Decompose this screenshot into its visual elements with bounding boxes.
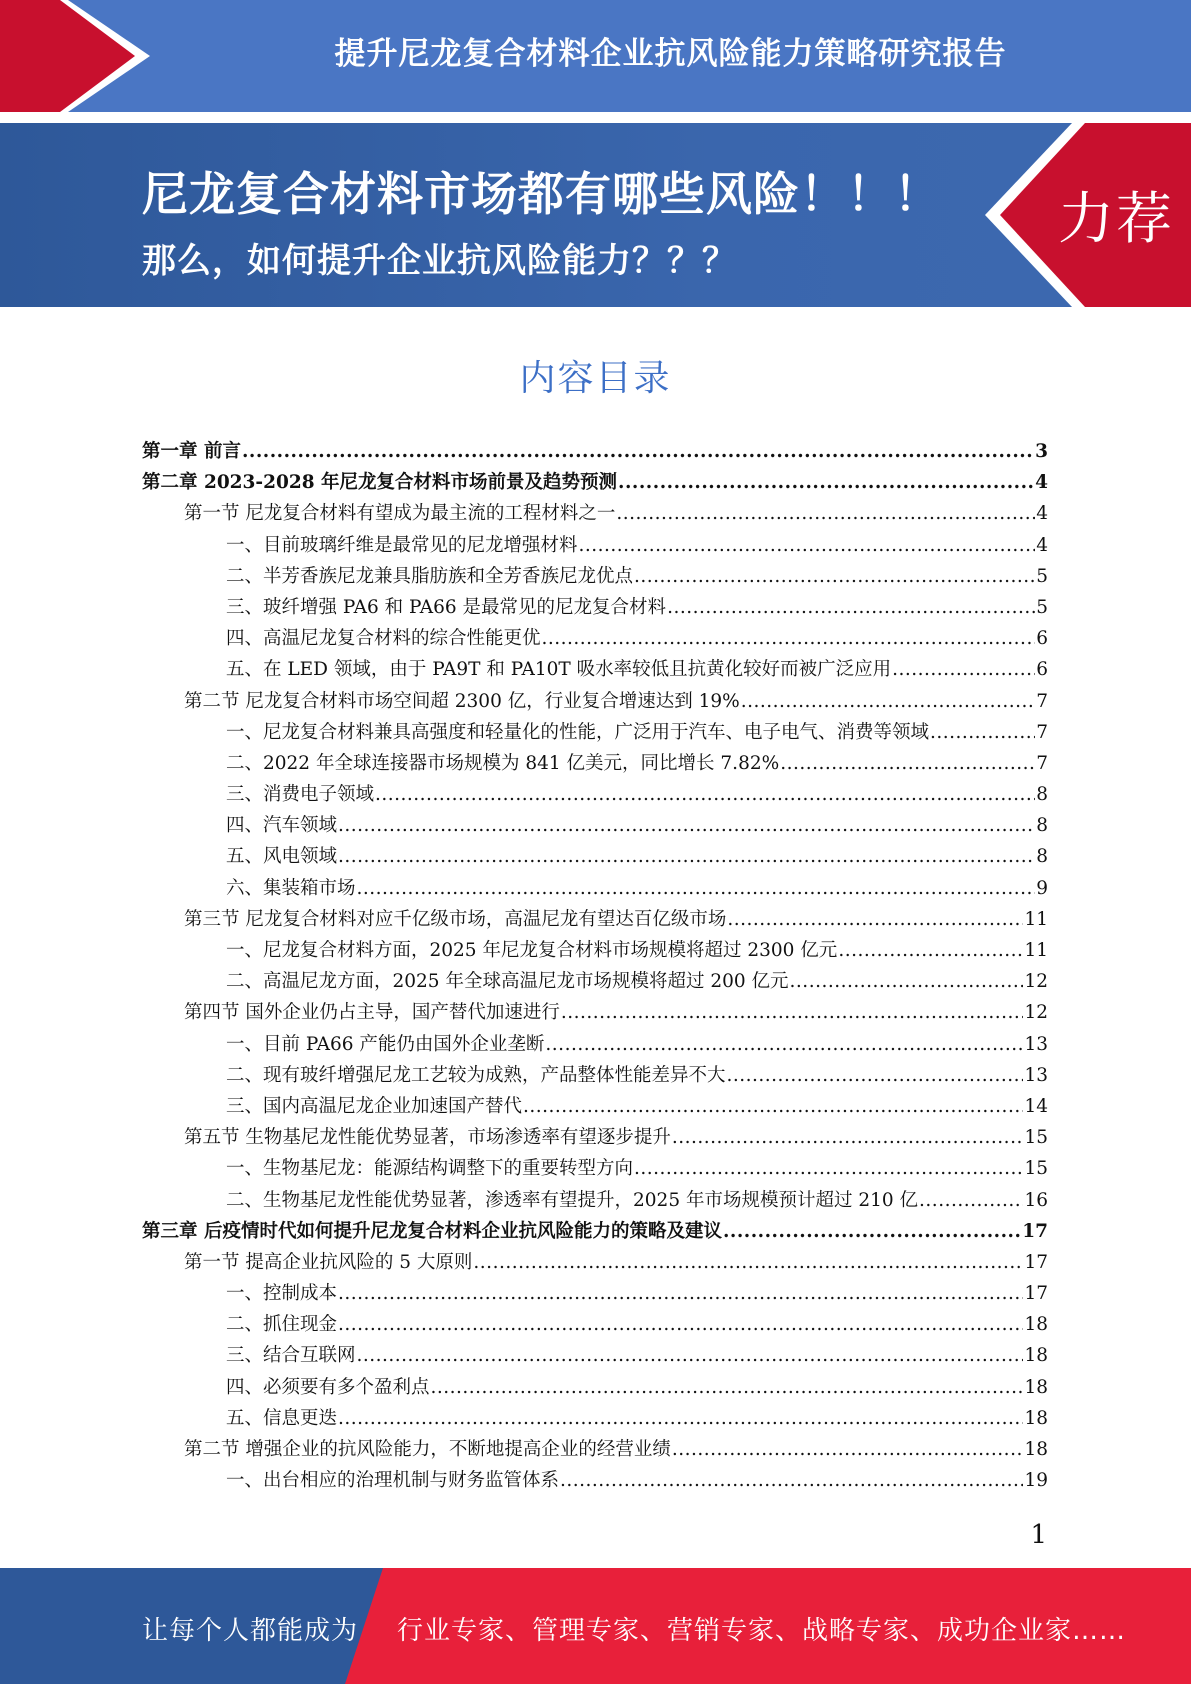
toc-entry[interactable] [142, 810, 1048, 841]
toc-dot-leader [667, 592, 1035, 623]
toc-entry[interactable] [142, 997, 1048, 1028]
toc-entry[interactable] [142, 1278, 1048, 1309]
toc-entry-page: 5 [1036, 565, 1048, 587]
toc-dot-leader [930, 717, 1035, 748]
toc-entry-page: 6 [1036, 659, 1048, 681]
toc-entry-page: 18 [1024, 1314, 1048, 1336]
toc-entry-title: 四、高温尼龙复合材料的综合性能更优 [226, 628, 541, 650]
toc-dot-leader [542, 623, 1036, 654]
toc-dot-leader [561, 997, 1024, 1028]
toc-dot-leader [741, 686, 1035, 717]
toc-entry-title: 第二章 2023-2028 年尼龙复合材料市场前景及趋势预测 [142, 472, 618, 494]
headline: 尼龙复合材料市场都有哪些风险！！！ [142, 167, 941, 221]
table-of-contents [142, 436, 1048, 1496]
toc-entry-title: 二、2022 年全球连接器市场规模为 841 亿美元，同比增长 7.82% [226, 752, 780, 774]
toc-entry-page: 17 [1024, 1251, 1048, 1273]
toc-entry-title: 四、必须要有多个盈利点 [226, 1376, 430, 1398]
toc-dot-leader [545, 1029, 1023, 1060]
toc-entry-page: 12 [1024, 1002, 1048, 1024]
toc-dot-leader [357, 1340, 1024, 1371]
toc-entry-page: 7 [1036, 721, 1048, 743]
toc-entry[interactable] [142, 1091, 1048, 1122]
toc-dot-leader [338, 1278, 1023, 1309]
toc-entry[interactable] [142, 1247, 1048, 1278]
toc-entry-title: 第一节 提高企业抗风险的 5 大原则 [184, 1251, 473, 1273]
toc-entry-title: 一、生物基尼龙：能源结构调整下的重要转型方向 [226, 1158, 634, 1180]
toc-dot-leader [616, 498, 1035, 529]
toc-entry[interactable] [142, 1153, 1048, 1184]
toc-entry-title: 二、半芳香族尼龙兼具脂肪族和全芳香族尼龙优点 [226, 565, 634, 587]
toc-entry-title: 第一节 尼龙复合材料有望成为最主流的工程材料之一 [184, 503, 616, 525]
toc-dot-leader [790, 966, 1024, 997]
toc-entry-page: 15 [1024, 1127, 1048, 1149]
toc-entry-page: 8 [1036, 784, 1048, 806]
toc-entry[interactable] [142, 498, 1048, 529]
toc-entry-page: 4 [1035, 472, 1048, 494]
toc-entry-page: 4 [1036, 503, 1048, 525]
red-chevron-decoration [0, 0, 160, 112]
toc-entry[interactable] [142, 1185, 1048, 1216]
toc-dot-leader [473, 1247, 1023, 1278]
toc-entry-page: 18 [1024, 1407, 1048, 1429]
toc-entry-page: 12 [1024, 971, 1048, 993]
toc-entry-page: 8 [1036, 815, 1048, 837]
toc-entry-page: 11 [1024, 908, 1048, 930]
toc-entry-page: 9 [1036, 877, 1048, 899]
toc-dot-leader [634, 1153, 1023, 1184]
toc-entry-title: 五、信息更迭 [226, 1407, 338, 1429]
toc-entry-title: 第二节 尼龙复合材料市场空间超 2300 亿，行业复合增速达到 19% [184, 690, 740, 712]
toc-entry-page: 13 [1024, 1064, 1048, 1086]
main-banner [0, 123, 1191, 307]
toc-entry[interactable] [142, 561, 1048, 592]
toc-entry[interactable] [142, 779, 1048, 810]
footer [0, 1568, 1191, 1684]
toc-title: 内容目录 [519, 358, 672, 399]
toc-entry[interactable] [142, 686, 1048, 717]
toc-dot-leader [780, 748, 1035, 779]
toc-entry-page: 4 [1036, 534, 1048, 556]
toc-entry-title: 第三节 尼龙复合材料对应千亿级市场，高温尼龙有望达百亿级市场 [184, 908, 727, 930]
toc-entry[interactable] [142, 1465, 1048, 1496]
toc-dot-leader [919, 1185, 1023, 1216]
toc-dot-leader [375, 779, 1035, 810]
toc-entry-title: 第二节 增强企业的抗风险能力，不断地提高企业的经营业绩 [184, 1439, 671, 1460]
toc-entry-title: 二、生物基尼龙性能优势显著，渗透率有望提升，2025 年市场规模预计超过 210 亿 [226, 1189, 919, 1211]
toc-entry-title: 第五节 生物基尼龙性能优势显著，市场渗透率有望逐步提升 [184, 1127, 671, 1149]
toc-entry-title: 五、风电领域 [226, 846, 338, 868]
toc-entry[interactable] [142, 841, 1048, 872]
toc-entry-page: 18 [1024, 1376, 1048, 1398]
toc-entry-page: 14 [1024, 1095, 1048, 1117]
toc-dot-leader [242, 436, 1034, 467]
toc-entry-page: 7 [1036, 690, 1048, 712]
toc-entry-page: 7 [1036, 752, 1048, 774]
toc-entry-title: 六、集装箱市场 [226, 877, 356, 899]
toc-entry-title: 一、尼龙复合材料兼具高强度和轻量化的性能，广泛用于汽车、电子电气、消费等领域 [226, 721, 930, 743]
toc-entry-page: 15 [1024, 1158, 1048, 1180]
toc-entry-page: 5 [1036, 596, 1048, 618]
toc-entry-title: 五、在 LED 领域，由于 PA9T 和 PA10T 吸水率较低且抗黄化较好而被广泛应用 [226, 659, 892, 681]
toc-entry[interactable] [142, 873, 1048, 904]
toc-dot-leader [357, 873, 1036, 904]
toc-entry-title: 第四节 国外企业仍占主导，国产替代加速进行 [184, 1002, 560, 1024]
toc-entry-title: 第一章 前言 [142, 441, 241, 462]
toc-entry[interactable] [142, 467, 1048, 498]
toc-entry-page: 6 [1036, 628, 1048, 650]
toc-entry[interactable] [142, 1340, 1048, 1371]
toc-entry-title: 一、目前 PA66 产能仍由国外企业垄断 [226, 1033, 545, 1055]
toc-entry-title: 二、抓住现金 [226, 1314, 338, 1336]
toc-entry[interactable] [142, 1122, 1048, 1153]
toc-entry-title: 三、国内高温尼龙企业加速国产替代 [226, 1095, 523, 1117]
toc-entry-page: 3 [1035, 441, 1048, 462]
toc-entry-title: 四、汽车领域 [226, 815, 338, 837]
toc-dot-leader [618, 467, 1034, 498]
toc-entry-title: 一、出台相应的治理机制与财务监管体系 [226, 1470, 560, 1492]
toc-dot-leader [672, 1122, 1024, 1153]
toc-entry-page: 18 [1024, 1439, 1048, 1460]
toc-entry-page: 17 [1022, 1220, 1048, 1242]
toc-entry[interactable] [142, 717, 1048, 748]
toc-entry-title: 一、尼龙复合材料方面，2025 年尼龙复合材料市场规模将超过 2300 亿元 [226, 940, 838, 961]
recommend-badge-label: 力荐 [1058, 187, 1174, 252]
footer-tagline-left: 让每个人都能成为 [142, 1616, 359, 1646]
toc-entry-page: 19 [1024, 1470, 1048, 1492]
toc-entry[interactable] [142, 530, 1048, 561]
toc-dot-leader [338, 841, 1035, 872]
toc-entry[interactable] [142, 1309, 1048, 1340]
toc-dot-leader [672, 1434, 1024, 1465]
toc-entry-title: 一、目前玻璃纤维是最常见的尼龙增强材料 [226, 534, 578, 556]
toc-entry-title: 三、结合互联网 [226, 1345, 356, 1367]
toc-dot-leader [634, 561, 1035, 592]
toc-dot-leader [727, 1060, 1024, 1091]
toc-entry[interactable] [142, 1434, 1048, 1465]
toc-dot-leader [338, 1309, 1023, 1340]
toc-entry[interactable] [142, 592, 1048, 623]
toc-entry-page: 8 [1036, 846, 1048, 868]
toc-dot-leader [892, 654, 1035, 685]
toc-dot-leader [431, 1372, 1024, 1403]
toc-entry-title: 二、高温尼龙方面，2025 年全球高温尼龙市场规模将超过 200 亿元 [226, 971, 789, 993]
toc-entry[interactable] [142, 904, 1048, 935]
toc-entry[interactable] [142, 1060, 1048, 1091]
report-title: 提升尼龙复合材料企业抗风险能力策略研究报告 [334, 36, 1007, 72]
toc-entry[interactable] [142, 966, 1048, 997]
toc-entry[interactable] [142, 654, 1048, 685]
footer-tagline-right: 行业专家、管理专家、营销专家、战略专家、成功企业家…… [397, 1616, 1127, 1646]
toc-entry-title: 二、现有玻纤增强尼龙工艺较为成熟，产品整体性能差异不大 [226, 1064, 726, 1086]
top-banner [0, 0, 1191, 112]
toc-dot-leader [560, 1465, 1023, 1496]
toc-entry-page: 16 [1024, 1189, 1048, 1211]
subheadline: 那么，如何提升企业抗风险能力？？？ [142, 241, 737, 281]
toc-entry-page: 11 [1024, 940, 1048, 961]
toc-dot-leader [727, 904, 1023, 935]
toc-entry-page: 17 [1024, 1283, 1048, 1305]
toc-entry[interactable] [142, 935, 1048, 966]
toc-entry[interactable] [142, 1403, 1048, 1434]
page-number: 1 [1030, 1520, 1047, 1550]
toc-dot-leader [723, 1216, 1021, 1247]
toc-entry[interactable] [142, 748, 1048, 779]
toc-entry-title: 三、消费电子领域 [226, 784, 375, 806]
toc-entry-title: 三、玻纤增强 PA6 和 PA66 是最常见的尼龙复合材料 [226, 596, 667, 618]
toc-entry-page: 13 [1024, 1033, 1048, 1055]
toc-dot-leader [579, 530, 1036, 561]
toc-entry[interactable] [142, 623, 1048, 654]
toc-dot-leader [838, 935, 1023, 966]
toc-dot-leader [338, 810, 1035, 841]
toc-entry[interactable] [142, 436, 1048, 467]
toc-dot-leader [338, 1403, 1023, 1434]
toc-entry-title: 第三章 后疫情时代如何提升尼龙复合材料企业抗风险能力的策略及建议 [142, 1220, 722, 1242]
toc-dot-leader [523, 1091, 1023, 1122]
toc-entry-title: 一、控制成本 [226, 1283, 338, 1305]
toc-entry[interactable] [142, 1216, 1048, 1247]
toc-entry[interactable] [142, 1029, 1048, 1060]
toc-entry[interactable] [142, 1372, 1048, 1403]
toc-entry-page: 18 [1024, 1345, 1048, 1367]
